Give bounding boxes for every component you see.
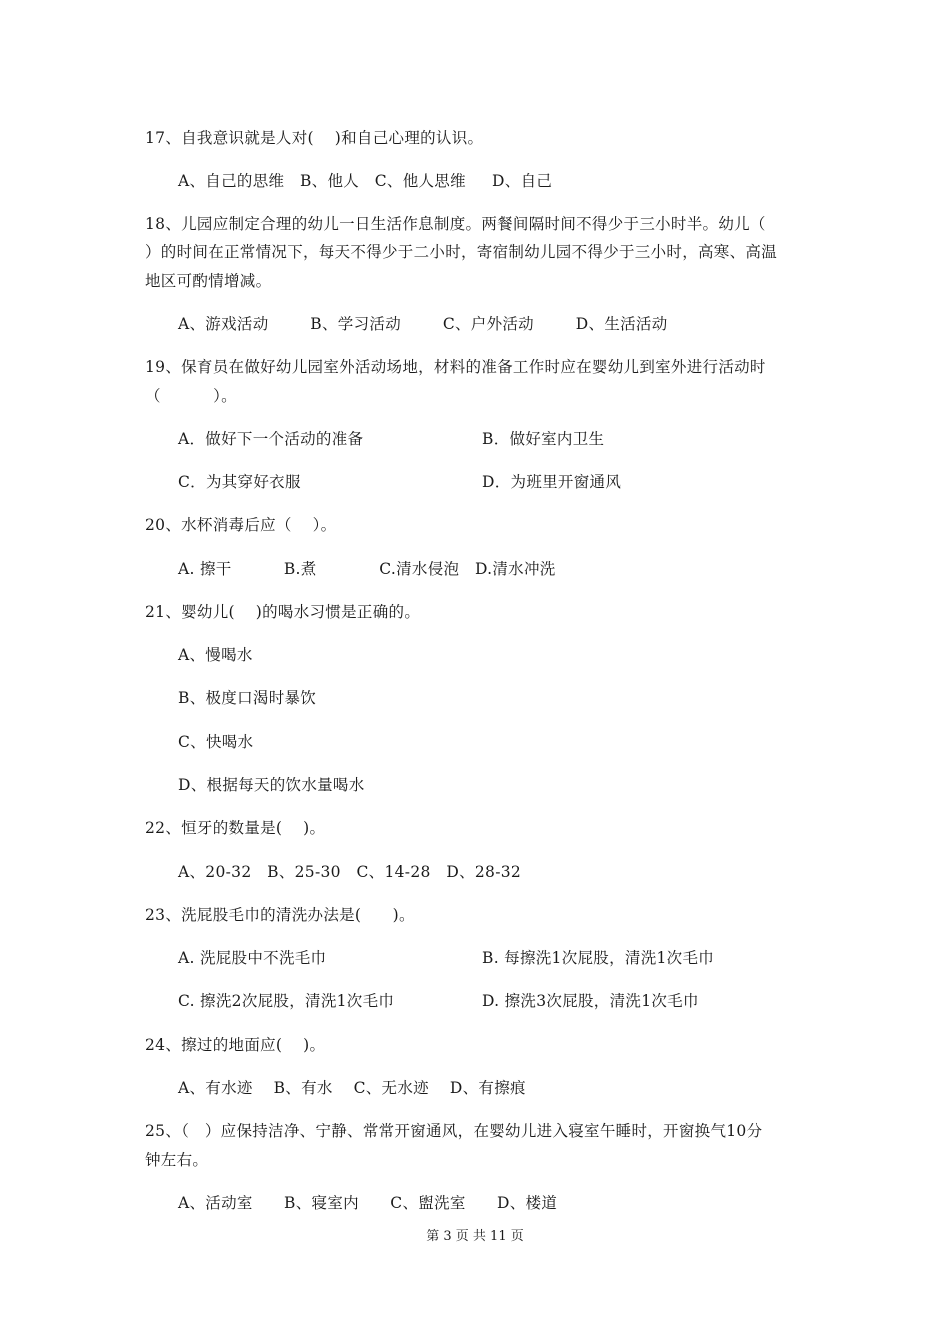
page-footer: 第 3 页 共 11 页 xyxy=(426,1229,524,1244)
q23-option-a: A. 洗屁股中不洗毛巾 xyxy=(178,949,327,967)
q18-stem-line-1: 18、儿园应制定合理的幼儿一日生活作息制度。两餐间隔时间不得少于三小时半。幼儿（ xyxy=(145,215,766,233)
q19-option-b: B．做好室内卫生 xyxy=(482,430,605,448)
q24-options: A、有水迹 B、有水 C、无水迹 D、有擦痕 xyxy=(178,1079,526,1097)
q25-options: A、活动室 B、寝室内 C、盥洗室 D、楼道 xyxy=(178,1194,558,1212)
q18-options: A、游戏活动 B、学习活动 C、户外活动 D、生活活动 xyxy=(178,315,668,333)
q22-options: A、20-32 B、25-30 C、14-28 D、28-32 xyxy=(178,863,522,881)
q19-stem-line-2: （ ）。 xyxy=(145,387,237,405)
q19-option-c: C．为其穿好衣服 xyxy=(178,473,301,491)
q19-option-d: D．为班里开窗通风 xyxy=(482,473,622,491)
q22-stem: 22、恒牙的数量是( )。 xyxy=(145,819,326,837)
q25-stem-line-1: 25、（ ）应保持洁净、宁静、常常开窗通风，在婴幼儿进入寝室午睡时，开窗换气10分 xyxy=(145,1122,763,1140)
q18-stem-line-2: ）的时间在正常情况下，每天不得少于二小时，寄宿制幼儿园不得少于三小时，高寒、高温 xyxy=(145,243,778,261)
q23-option-d: D. 擦洗3次屁股，清洗1次毛巾 xyxy=(482,992,699,1010)
q23-option-b: B. 每擦洗1次屁股，清洗1次毛巾 xyxy=(482,949,715,967)
q21-option-d: D、根据每天的饮水量喝水 xyxy=(178,776,365,794)
q21-option-c: C、快喝水 xyxy=(178,733,254,751)
q17-stem: 17、自我意识就是人对( )和自己心理的认识。 xyxy=(145,129,484,147)
q17-options: A、自己的思维 B、他人 C、他人思维 D、自己 xyxy=(178,172,553,190)
q20-options: A. 擦干 B.煮 C.清水侵泡 D.清水冲洗 xyxy=(178,560,556,578)
q25-stem-line-2: 钟左右。 xyxy=(145,1151,209,1169)
q21-option-a: A、慢喝水 xyxy=(178,646,253,664)
q23-stem: 23、洗屁股毛巾的清洗办法是( )。 xyxy=(145,906,415,924)
q19-stem-line-1: 19、保育员在做好幼儿园室外活动场地，材料的准备工作时应在婴幼儿到室外进行活动时 xyxy=(145,358,766,376)
q23-option-c: C. 擦洗2次屁股，清洗1次毛巾 xyxy=(178,992,395,1010)
q19-option-a: A．做好下一个活动的准备 xyxy=(178,430,364,448)
q21-stem: 21、婴幼儿( )的喝水习惯是正确的。 xyxy=(145,603,421,621)
q21-option-b: B、极度口渴时暴饮 xyxy=(178,689,317,707)
q18-stem-line-3: 地区可酌情增减。 xyxy=(145,272,272,290)
q24-stem: 24、擦过的地面应( )。 xyxy=(145,1036,326,1054)
q20-stem: 20、水杯消毒后应（ ）。 xyxy=(145,516,337,534)
